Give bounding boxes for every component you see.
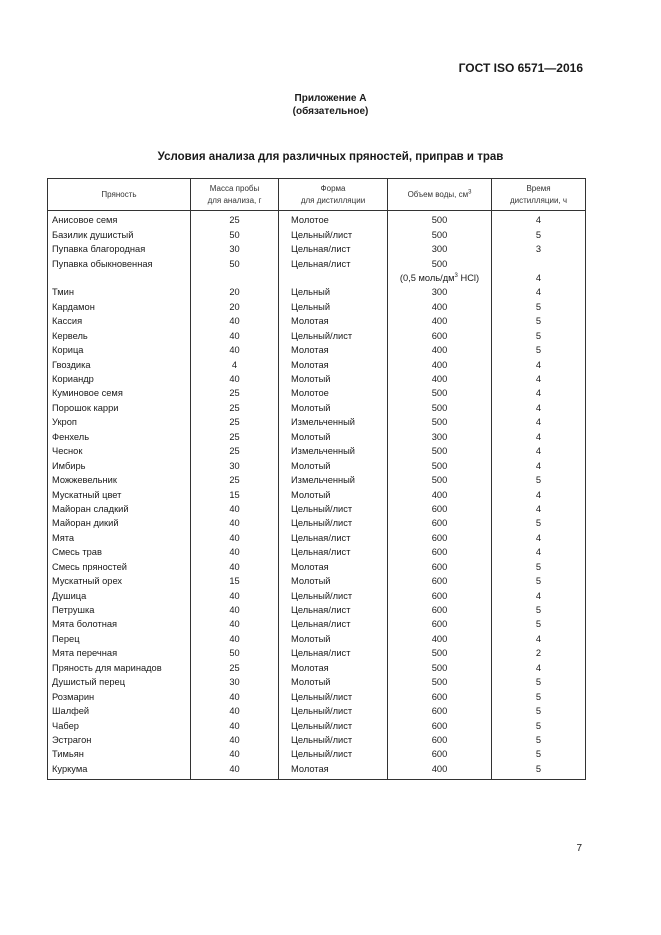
- table-row: [48, 747, 586, 761]
- table-row: [48, 458, 586, 472]
- spice-name-cell: Куминовое семя: [48, 386, 191, 400]
- spice-name-cell: [48, 271, 191, 285]
- annex-status: (обязательное): [292, 106, 369, 117]
- table-row: [48, 545, 586, 559]
- spice-name-cell: Смесь пряностей: [48, 560, 191, 574]
- mass-cell: 30: [191, 458, 279, 472]
- time-cell: 5: [492, 718, 586, 732]
- page-number: 7: [576, 843, 582, 854]
- table-row: [48, 430, 586, 444]
- mass-cell: 40: [191, 747, 279, 761]
- table-row: [48, 617, 586, 631]
- form-cell: Молотый: [279, 487, 388, 501]
- time-cell: 4: [492, 545, 586, 559]
- mass-cell: 4: [191, 357, 279, 371]
- mass-cell: 40: [191, 516, 279, 530]
- time-cell: 4: [492, 357, 586, 371]
- spice-name-cell: Мускатный цвет: [48, 487, 191, 501]
- volume-cell: 400: [388, 762, 492, 780]
- volume-cell: 600: [388, 603, 492, 617]
- time-cell: 4: [492, 401, 586, 415]
- time-cell: 5: [492, 617, 586, 631]
- spice-name-cell: Гвоздика: [48, 357, 191, 371]
- form-cell: Цельный/лист: [279, 588, 388, 602]
- form-cell: Цельный: [279, 285, 388, 299]
- mass-cell: 25: [191, 661, 279, 675]
- spice-name-cell: Укроп: [48, 415, 191, 429]
- time-cell: 4: [492, 458, 586, 472]
- table-row: [48, 487, 586, 501]
- time-cell: 4: [492, 531, 586, 545]
- volume-cell: 600: [388, 733, 492, 747]
- spice-name-cell: Пряность для маринадов: [48, 661, 191, 675]
- spice-name-cell: Куркума: [48, 762, 191, 780]
- table-title: Условия анализа для различных пряностей, приправ и трав: [157, 151, 504, 163]
- spice-name-cell: Кассия: [48, 314, 191, 328]
- table-row: [48, 415, 586, 429]
- table-row: [48, 733, 586, 747]
- document-code: ГОСТ ISO 6571—2016: [458, 61, 583, 75]
- spice-name-cell: Кориандр: [48, 372, 191, 386]
- form-cell: Молотая: [279, 343, 388, 357]
- volume-cell: 600: [388, 588, 492, 602]
- form-cell: [279, 271, 388, 285]
- time-cell: 5: [492, 689, 586, 703]
- form-cell: Цельный/лист: [279, 733, 388, 747]
- time-cell: 4: [492, 487, 586, 501]
- volume-cell: 400: [388, 632, 492, 646]
- spice-name-cell: Фенхель: [48, 430, 191, 444]
- mass-cell: 40: [191, 588, 279, 602]
- spice-name-cell: Эстрагон: [48, 733, 191, 747]
- header-volume: [388, 179, 492, 211]
- table-row: [48, 271, 586, 285]
- form-cell: Молотый: [279, 401, 388, 415]
- spice-name-cell: Перец: [48, 632, 191, 646]
- mass-cell: 40: [191, 314, 279, 328]
- volume-cell: 500: [388, 227, 492, 241]
- form-cell: Цельный/лист: [279, 516, 388, 530]
- mass-cell: 40: [191, 531, 279, 545]
- time-cell: 4: [492, 372, 586, 386]
- form-cell: Молотая: [279, 661, 388, 675]
- time-cell: 4: [492, 211, 586, 228]
- table-row: [48, 401, 586, 415]
- mass-cell: 40: [191, 762, 279, 780]
- volume-cell: 600: [388, 704, 492, 718]
- form-cell: Молотый: [279, 458, 388, 472]
- form-cell: Цельная/лист: [279, 242, 388, 256]
- volume-cell: 300: [388, 430, 492, 444]
- mass-cell: 30: [191, 242, 279, 256]
- table-row: [48, 227, 586, 241]
- form-cell: Молотое: [279, 386, 388, 400]
- volume-cell: 400: [388, 372, 492, 386]
- header-time: [492, 179, 586, 211]
- mass-cell: 20: [191, 285, 279, 299]
- mass-cell: 40: [191, 372, 279, 386]
- mass-cell: 15: [191, 574, 279, 588]
- mass-cell: 40: [191, 343, 279, 357]
- form-cell: Цельная/лист: [279, 617, 388, 631]
- spice-name-cell: Душистый перец: [48, 675, 191, 689]
- table-row: [48, 762, 586, 780]
- mass-cell: 40: [191, 704, 279, 718]
- spice-name-cell: Пупавка обыкновенная: [48, 256, 191, 270]
- volume-cell: 500: [388, 211, 492, 228]
- spice-name-cell: Мята болотная: [48, 617, 191, 631]
- spice-name-cell: Порошок карри: [48, 401, 191, 415]
- time-cell: 5: [492, 733, 586, 747]
- table-row: [48, 632, 586, 646]
- spice-name-cell: Шалфей: [48, 704, 191, 718]
- time-cell: [492, 256, 586, 270]
- form-cell: Цельный: [279, 300, 388, 314]
- mass-cell: 40: [191, 733, 279, 747]
- volume-cell: 600: [388, 689, 492, 703]
- volume-cell: 500: [388, 386, 492, 400]
- spice-name-cell: Душица: [48, 588, 191, 602]
- table-row: [48, 473, 586, 487]
- header-time-line1: Время: [526, 183, 551, 193]
- time-cell: 4: [492, 502, 586, 516]
- mass-cell: 40: [191, 560, 279, 574]
- spice-name-cell: Мята: [48, 531, 191, 545]
- volume-cell: 300: [388, 242, 492, 256]
- time-cell: 4: [492, 386, 586, 400]
- mass-cell: 25: [191, 401, 279, 415]
- mass-cell: 20: [191, 300, 279, 314]
- volume-cell: 500: [388, 646, 492, 660]
- volume-cell: 500: [388, 444, 492, 458]
- volume-cell: 600: [388, 718, 492, 732]
- time-cell: 4: [492, 285, 586, 299]
- form-cell: Молотый: [279, 574, 388, 588]
- spice-name-cell: Можжевельник: [48, 473, 191, 487]
- volume-cell: 600: [388, 502, 492, 516]
- table-row: [48, 574, 586, 588]
- header-volume-sup: 3: [468, 188, 472, 195]
- form-cell: Молотая: [279, 762, 388, 780]
- form-cell: Цельный/лист: [279, 502, 388, 516]
- time-cell: 4: [492, 632, 586, 646]
- spice-name-cell: Майоран сладкий: [48, 502, 191, 516]
- volume-cell: (0,5 моль/$дм^3$ HCl): [388, 271, 492, 285]
- volume-cell: 600: [388, 329, 492, 343]
- time-cell: 5: [492, 473, 586, 487]
- form-cell: Цельная/лист: [279, 603, 388, 617]
- time-cell: 3: [492, 242, 586, 256]
- table-row: [48, 588, 586, 602]
- volume-cell: 500: [388, 473, 492, 487]
- volume-cell: 500: [388, 415, 492, 429]
- spice-name-cell: Петрушка: [48, 603, 191, 617]
- form-cell: Цельная/лист: [279, 545, 388, 559]
- mass-cell: 25: [191, 444, 279, 458]
- mass-cell: 25: [191, 430, 279, 444]
- volume-cell: 400: [388, 357, 492, 371]
- spice-name-cell: Розмарин: [48, 689, 191, 703]
- time-cell: 5: [492, 329, 586, 343]
- volume-cell: 500: [388, 256, 492, 270]
- spice-name-cell: Корица: [48, 343, 191, 357]
- header-spice: Пряность: [48, 179, 191, 211]
- volume-cell: 300: [388, 285, 492, 299]
- mass-cell: 40: [191, 545, 279, 559]
- table-row: [48, 502, 586, 516]
- volume-cell: 500: [388, 675, 492, 689]
- spice-name-cell: Майоран дикий: [48, 516, 191, 530]
- time-cell: 5: [492, 560, 586, 574]
- mass-cell: 50: [191, 646, 279, 660]
- mass-cell: 40: [191, 502, 279, 516]
- spice-name-cell: Анисовое семя: [48, 211, 191, 228]
- form-cell: Молотое: [279, 211, 388, 228]
- table-row: [48, 386, 586, 400]
- spice-name-cell: Имбирь: [48, 458, 191, 472]
- mass-cell: 25: [191, 415, 279, 429]
- spice-name-cell: Смесь трав: [48, 545, 191, 559]
- volume-cell: 600: [388, 560, 492, 574]
- table-row: [48, 444, 586, 458]
- table-row: [48, 211, 586, 228]
- form-cell: Цельный/лист: [279, 718, 388, 732]
- mass-cell: 40: [191, 632, 279, 646]
- time-cell: 5: [492, 227, 586, 241]
- table-row: [48, 560, 586, 574]
- spice-name-cell: Кервель: [48, 329, 191, 343]
- table-row: [48, 357, 586, 371]
- mass-cell: 15: [191, 487, 279, 501]
- header-mass-line1: Масса пробы: [209, 183, 260, 193]
- table-row: [48, 718, 586, 732]
- spice-name-cell: Мускатный орех: [48, 574, 191, 588]
- spice-name-cell: Тимьян: [48, 747, 191, 761]
- volume-cell: 600: [388, 531, 492, 545]
- volume-cell: 400: [388, 343, 492, 357]
- header-time-line2: дистилляции, ч: [509, 195, 568, 205]
- table-row: [48, 531, 586, 545]
- annex-heading: [0, 92, 661, 118]
- table-row: [48, 704, 586, 718]
- time-cell: 5: [492, 516, 586, 530]
- table-row: [48, 661, 586, 675]
- header-mass: [191, 179, 279, 211]
- form-cell: Молотый: [279, 430, 388, 444]
- mass-cell: 40: [191, 689, 279, 703]
- time-cell: 5: [492, 343, 586, 357]
- time-cell: 4: [492, 588, 586, 602]
- spice-name-cell: Тмин: [48, 285, 191, 299]
- form-cell: Молотая: [279, 314, 388, 328]
- table-row: [48, 242, 586, 256]
- time-cell: 5: [492, 747, 586, 761]
- mass-cell: 50: [191, 227, 279, 241]
- table-row: [48, 285, 586, 299]
- table-header-row: [48, 179, 586, 211]
- form-cell: Измельченный: [279, 444, 388, 458]
- table-row: [48, 314, 586, 328]
- form-cell: Цельный/лист: [279, 704, 388, 718]
- volume-cell: 600: [388, 617, 492, 631]
- header-mass-line2: для анализа, г: [207, 195, 262, 205]
- time-cell: 4: [492, 430, 586, 444]
- spice-name-cell: Пупавка благородная: [48, 242, 191, 256]
- time-cell: 2: [492, 646, 586, 660]
- form-cell: Цельная/лист: [279, 256, 388, 270]
- form-cell: Молотая: [279, 357, 388, 371]
- time-cell: 5: [492, 300, 586, 314]
- spice-name-cell: Мята перечная: [48, 646, 191, 660]
- spice-name-cell: Базилик душистый: [48, 227, 191, 241]
- table-row: [48, 516, 586, 530]
- volume-cell: 600: [388, 747, 492, 761]
- form-cell: Цельный/лист: [279, 747, 388, 761]
- table-row: [48, 675, 586, 689]
- form-cell: Молотая: [279, 560, 388, 574]
- table-row: [48, 256, 586, 270]
- form-cell: Цельный/лист: [279, 227, 388, 241]
- time-cell: 5: [492, 704, 586, 718]
- mass-cell: 40: [191, 329, 279, 343]
- spice-name-cell: Кардамон: [48, 300, 191, 314]
- form-cell: Молотый: [279, 372, 388, 386]
- table-row: [48, 603, 586, 617]
- table-row: [48, 646, 586, 660]
- header-form: [279, 179, 388, 211]
- time-cell: 5: [492, 762, 586, 780]
- form-cell: Цельный/лист: [279, 689, 388, 703]
- mass-cell: 50: [191, 256, 279, 270]
- volume-cell: 600: [388, 574, 492, 588]
- mass-cell: 25: [191, 386, 279, 400]
- form-cell: Цельный/лист: [279, 329, 388, 343]
- time-cell: 5: [492, 314, 586, 328]
- mass-cell: [191, 271, 279, 285]
- mass-cell: 40: [191, 617, 279, 631]
- volume-cell: 400: [388, 314, 492, 328]
- volume-cell: 600: [388, 545, 492, 559]
- table-row: [48, 329, 586, 343]
- form-cell: Цельная/лист: [279, 531, 388, 545]
- form-cell: Измельченный: [279, 415, 388, 429]
- table-row: [48, 689, 586, 703]
- time-cell: 4: [492, 444, 586, 458]
- time-cell: 5: [492, 574, 586, 588]
- form-cell: Молотый: [279, 632, 388, 646]
- spice-analysis-table: [47, 178, 586, 780]
- form-cell: Цельная/лист: [279, 646, 388, 660]
- table-row: [48, 343, 586, 357]
- mass-cell: 40: [191, 603, 279, 617]
- mass-cell: 30: [191, 675, 279, 689]
- header-form-line2: для дистилляции: [300, 195, 366, 205]
- time-cell: 5: [492, 603, 586, 617]
- header-volume-text: Объем воды, см: [407, 189, 469, 199]
- volume-cell: 400: [388, 487, 492, 501]
- volume-cell: 500: [388, 661, 492, 675]
- mass-cell: 25: [191, 473, 279, 487]
- volume-cell: 500: [388, 401, 492, 415]
- volume-cell: 600: [388, 516, 492, 530]
- header-form-line1: Форма: [320, 183, 346, 193]
- spice-name-cell: Чабер: [48, 718, 191, 732]
- table-row: [48, 372, 586, 386]
- time-cell: 5: [492, 675, 586, 689]
- time-cell: 4: [492, 661, 586, 675]
- form-cell: Измельченный: [279, 473, 388, 487]
- form-cell: Молотый: [279, 675, 388, 689]
- time-cell: 4: [492, 415, 586, 429]
- table-row: [48, 300, 586, 314]
- mass-cell: 40: [191, 718, 279, 732]
- spice-name-cell: Чеснок: [48, 444, 191, 458]
- volume-cell: 500: [388, 458, 492, 472]
- time-cell: 4: [492, 271, 586, 285]
- volume-cell: 400: [388, 300, 492, 314]
- annex-title: Приложение А: [294, 93, 367, 104]
- mass-cell: 25: [191, 211, 279, 228]
